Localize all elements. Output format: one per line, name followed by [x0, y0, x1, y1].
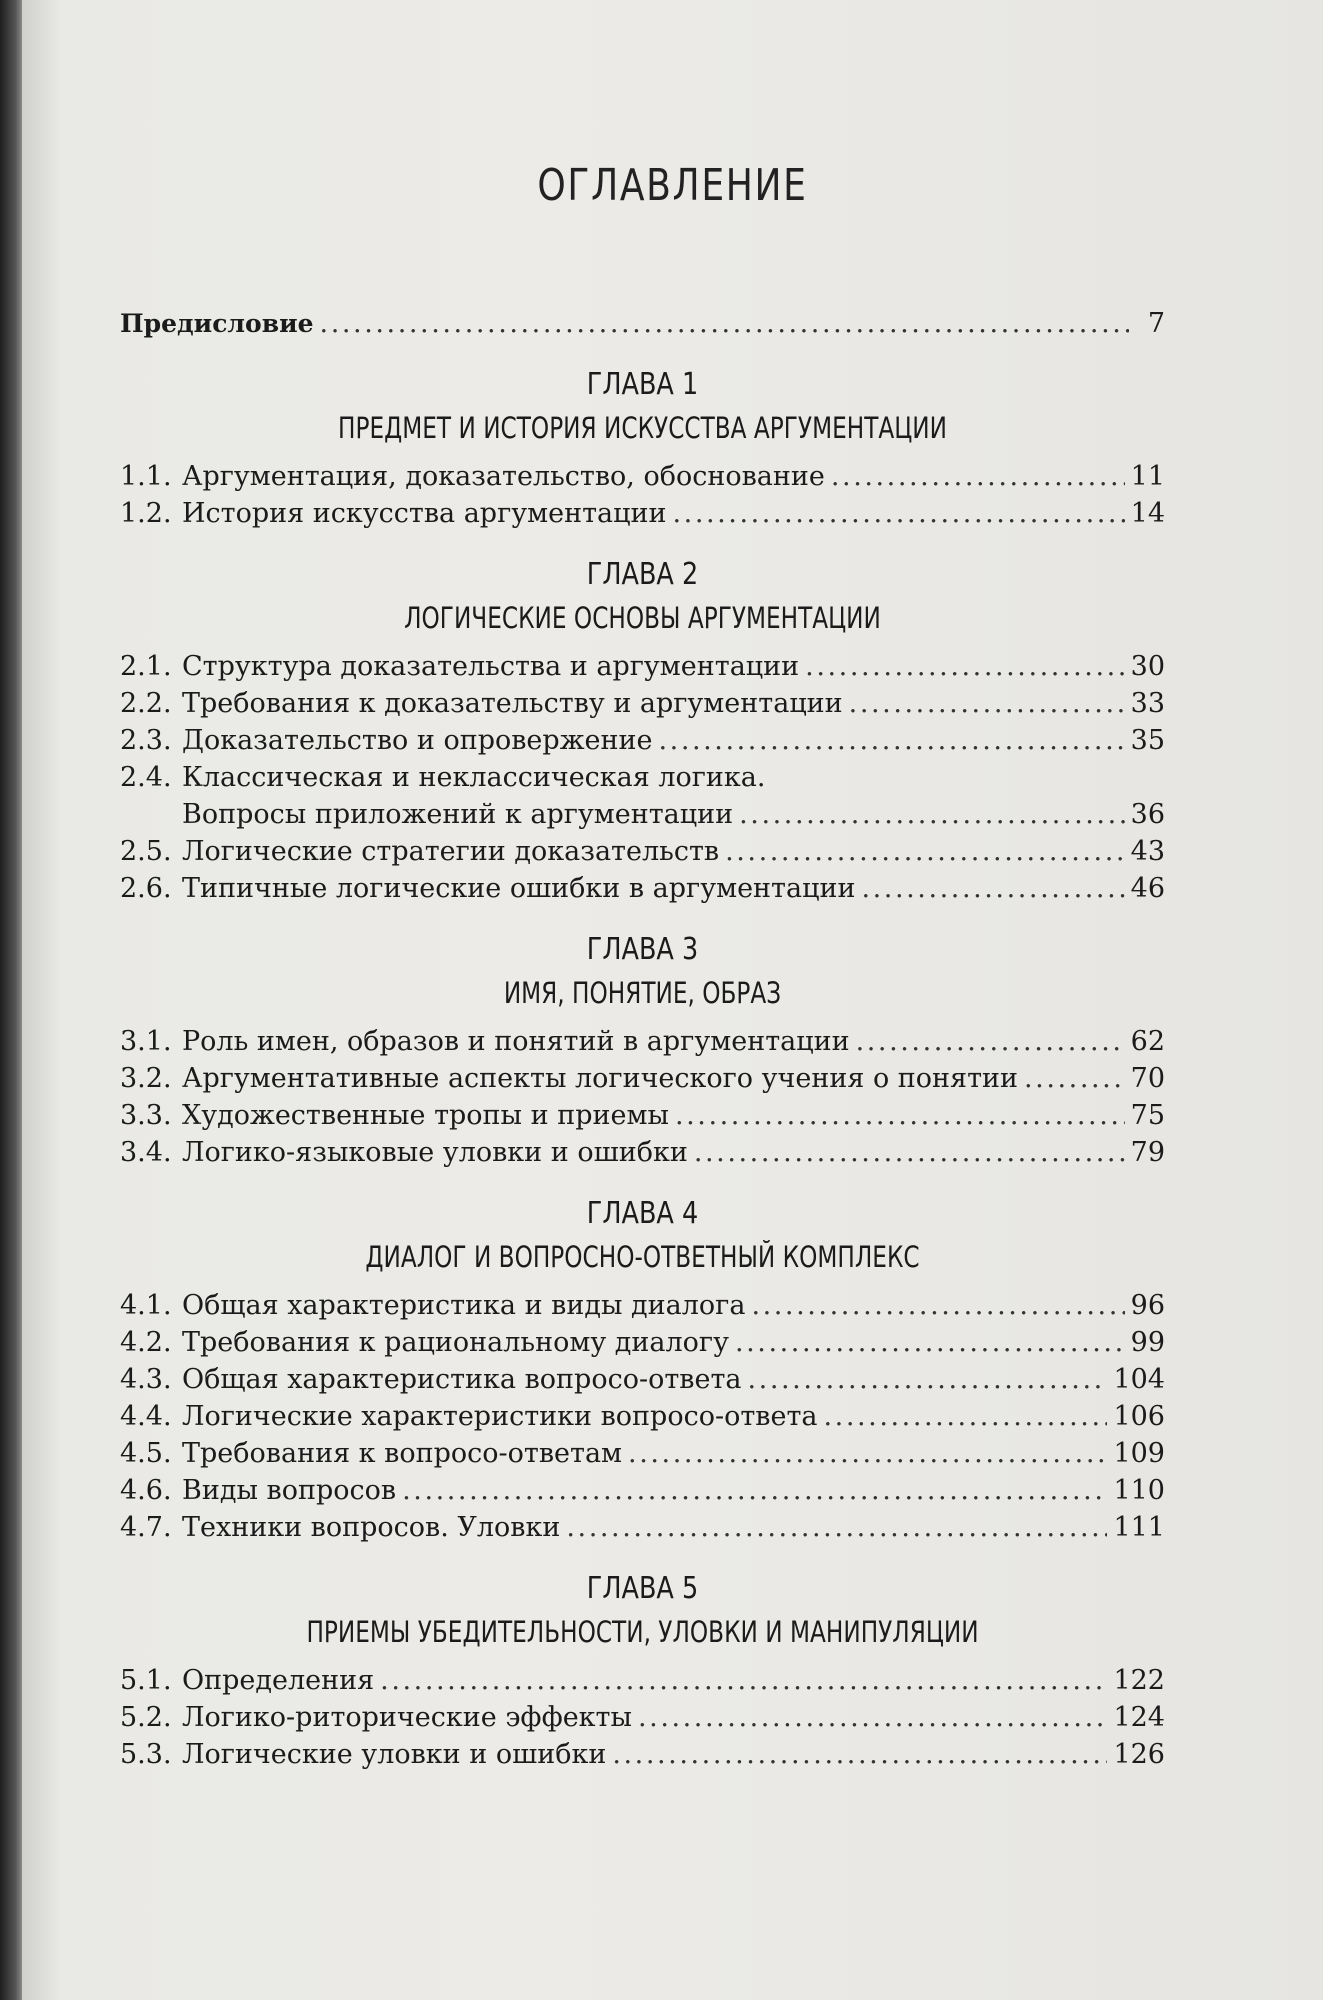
chapter-heading	[120, 1568, 1165, 1654]
book-page	[22, 0, 1323, 2000]
entry-number: 3.4.	[120, 1137, 172, 1168]
toc-entry	[120, 1435, 1165, 1472]
entry-page: 62	[1130, 1026, 1165, 1057]
toc-entry	[120, 833, 1165, 870]
entry-text: Логико-риторические эффекты	[182, 1702, 632, 1733]
dot-leader	[566, 1509, 1107, 1546]
entry-number: 1.1.	[120, 461, 172, 492]
toc-entry	[120, 1324, 1165, 1361]
entry-number: 4.5.	[120, 1438, 172, 1469]
toc-entry	[120, 1097, 1165, 1134]
book-spine-shadow	[0, 0, 22, 2000]
entry-text: Логико-языковые уловки и ошибки	[182, 1137, 688, 1168]
entry-page: 122	[1113, 1665, 1165, 1696]
toc-entry	[120, 870, 1165, 907]
toc-entry	[120, 1134, 1165, 1171]
dot-leader	[672, 495, 1124, 532]
entry-page: 111	[1113, 1512, 1165, 1543]
entry-text: Аргументативные аспекты логического учения о понятии	[182, 1063, 1019, 1094]
chapter-title: ДИАЛОГ И ВОПРОСНО-ОТВЕТНЫЙ КОМПЛЕКС	[365, 1240, 920, 1274]
dot-leader	[380, 1662, 1107, 1699]
entry-number: 3.2.	[120, 1063, 172, 1094]
dot-leader	[402, 1472, 1107, 1509]
entry-number: 4.2.	[120, 1327, 172, 1358]
page-title: ОГЛАВЛЕНИЕ	[537, 160, 808, 211]
chapter-number: ГЛАВА 2	[586, 557, 699, 592]
chapter-title: ПРЕДМЕТ И ИСТОРИЯ ИСКУССТВА АРГУМЕНТАЦИИ	[338, 411, 947, 445]
entry-text: Доказательство и опровержение	[182, 725, 653, 756]
entry-number: 5.3.	[120, 1739, 172, 1770]
entry-page: 110	[1113, 1475, 1165, 1506]
entry-number: 1.2.	[120, 498, 172, 529]
entry-page: 124	[1113, 1702, 1165, 1733]
preface-text: Предисловие	[120, 309, 314, 338]
entry-text: Определения	[182, 1665, 375, 1696]
entry-text-continuation: Вопросы приложений к аргументации	[182, 799, 734, 830]
entry-page: 79	[1130, 1137, 1165, 1168]
entry-page: 104	[1113, 1364, 1165, 1395]
entry-text: Аргументация, доказательство, обоснование	[182, 461, 825, 492]
entry-text: Роль имен, образов и понятий в аргументации	[182, 1026, 850, 1057]
dot-leader	[658, 722, 1124, 759]
dot-leader	[739, 796, 1125, 833]
dot-leader	[735, 1324, 1125, 1361]
dot-leader	[748, 1361, 1108, 1398]
entry-text: Техники вопросов. Уловки	[182, 1512, 561, 1543]
dot-leader	[694, 1134, 1125, 1171]
toc-entry	[120, 1662, 1165, 1699]
entry-number: 3.1.	[120, 1026, 172, 1057]
chapter-title: ПРИЕМЫ УБЕДИТЕЛЬНОСТИ, УЛОВКИ И МАНИПУЛЯЦИИ	[306, 1615, 979, 1649]
dot-leader	[725, 833, 1125, 870]
preface-entry	[120, 305, 1165, 342]
chapter-number: ГЛАВА 1	[586, 367, 699, 402]
dot-leader	[751, 1287, 1124, 1324]
entry-text: Виды вопросов	[182, 1475, 397, 1506]
toc-entry	[120, 1023, 1165, 1060]
entry-number: 2.3.	[120, 725, 172, 756]
entry-text: Общая характеристика и виды диалога	[182, 1290, 746, 1321]
entry-page: 70	[1130, 1063, 1165, 1094]
entry-text: Требования к рациональному диалогу	[182, 1327, 729, 1358]
entry-number: 2.1.	[120, 651, 172, 682]
entry-number: 3.3.	[120, 1100, 172, 1131]
dot-leader	[320, 305, 1129, 342]
entry-page: 109	[1113, 1438, 1165, 1469]
chapter-number: ГЛАВА 5	[586, 1571, 699, 1606]
entry-number: 2.6.	[120, 873, 172, 904]
dot-leader	[861, 870, 1124, 907]
toc-entry	[120, 1361, 1165, 1398]
entry-text: Типичные логические ошибки в аргументации	[182, 873, 856, 904]
chapter-number: ГЛАВА 3	[586, 932, 699, 967]
dot-leader	[831, 458, 1125, 495]
toc-entry	[120, 1736, 1165, 1773]
entry-text: Требования к вопросо-ответам	[182, 1438, 623, 1469]
toc-entry	[120, 685, 1165, 722]
toc-entry	[120, 722, 1165, 759]
entry-number: 4.3.	[120, 1364, 172, 1395]
dot-leader	[675, 1097, 1125, 1134]
toc-entry	[120, 1699, 1165, 1736]
entry-number: 2.5.	[120, 836, 172, 867]
dot-leader	[628, 1435, 1107, 1472]
entry-number: 4.6.	[120, 1475, 172, 1506]
entry-page: 75	[1130, 1100, 1165, 1131]
entry-page: 106	[1113, 1401, 1165, 1432]
entry-number: 2.4.	[120, 762, 172, 793]
entry-text: История искусства аргументации	[182, 498, 667, 529]
toc-entry	[120, 759, 1165, 796]
entry-text: Общая характеристика вопросо-ответа	[182, 1364, 742, 1395]
entry-text: Классическая и неклассическая логика.	[182, 762, 766, 793]
entry-number: 5.2.	[120, 1702, 172, 1733]
toc-entry	[120, 648, 1165, 685]
chapters-list	[120, 364, 1165, 1773]
chapter-heading	[120, 929, 1165, 1015]
dot-leader	[824, 1398, 1108, 1435]
dot-leader	[1024, 1060, 1125, 1097]
entry-text: Логические уловки и ошибки	[182, 1739, 607, 1770]
toc-entry	[120, 1287, 1165, 1324]
entry-page: 43	[1130, 836, 1165, 867]
toc-entry	[120, 495, 1165, 532]
entry-page: 35	[1130, 725, 1165, 756]
chapter-heading	[120, 554, 1165, 640]
entry-page: 36	[1130, 799, 1165, 830]
entry-text: Логические характеристики вопросо-ответа	[182, 1401, 818, 1432]
dot-leader	[849, 685, 1125, 722]
dot-leader	[638, 1699, 1107, 1736]
table-of-contents	[120, 305, 1165, 1773]
dot-leader	[805, 648, 1124, 685]
chapter-heading	[120, 364, 1165, 450]
entry-number: 4.4.	[120, 1401, 172, 1432]
toc-entry	[120, 1472, 1165, 1509]
chapter-heading	[120, 1193, 1165, 1279]
entry-page: 11	[1130, 461, 1165, 492]
toc-entry	[120, 1060, 1165, 1097]
entry-text: Структура доказательства и аргументации	[182, 651, 800, 682]
entry-page: 14	[1130, 498, 1165, 529]
entry-page: 30	[1130, 651, 1165, 682]
preface-page: 7	[1147, 308, 1165, 339]
entry-page: 96	[1130, 1290, 1165, 1321]
entry-number: 4.1.	[120, 1290, 172, 1321]
entry-text: Требования к доказательству и аргументации	[182, 688, 843, 719]
toc-entry	[120, 1398, 1165, 1435]
entry-number: 5.1.	[120, 1665, 172, 1696]
entry-number: 4.7.	[120, 1512, 172, 1543]
chapter-title: ИМЯ, ПОНЯТИЕ, ОБРАЗ	[503, 976, 782, 1010]
chapter-number: ГЛАВА 4	[586, 1196, 699, 1231]
toc-entry	[120, 1509, 1165, 1546]
toc-entry-continuation	[120, 796, 1165, 833]
dot-leader	[856, 1023, 1125, 1060]
entry-page: 33	[1130, 688, 1165, 719]
toc-entry	[120, 458, 1165, 495]
dot-leader	[612, 1736, 1107, 1773]
entry-text: Логические стратегии доказательств	[182, 836, 720, 867]
entry-page: 126	[1113, 1739, 1165, 1770]
entry-text: Художественные тропы и приемы	[182, 1100, 669, 1131]
chapter-title: ЛОГИЧЕСКИЕ ОСНОВЫ АРГУМЕНТАЦИИ	[404, 601, 881, 635]
entry-page: 46	[1130, 873, 1165, 904]
entry-number: 2.2.	[120, 688, 172, 719]
entry-page: 99	[1130, 1327, 1165, 1358]
